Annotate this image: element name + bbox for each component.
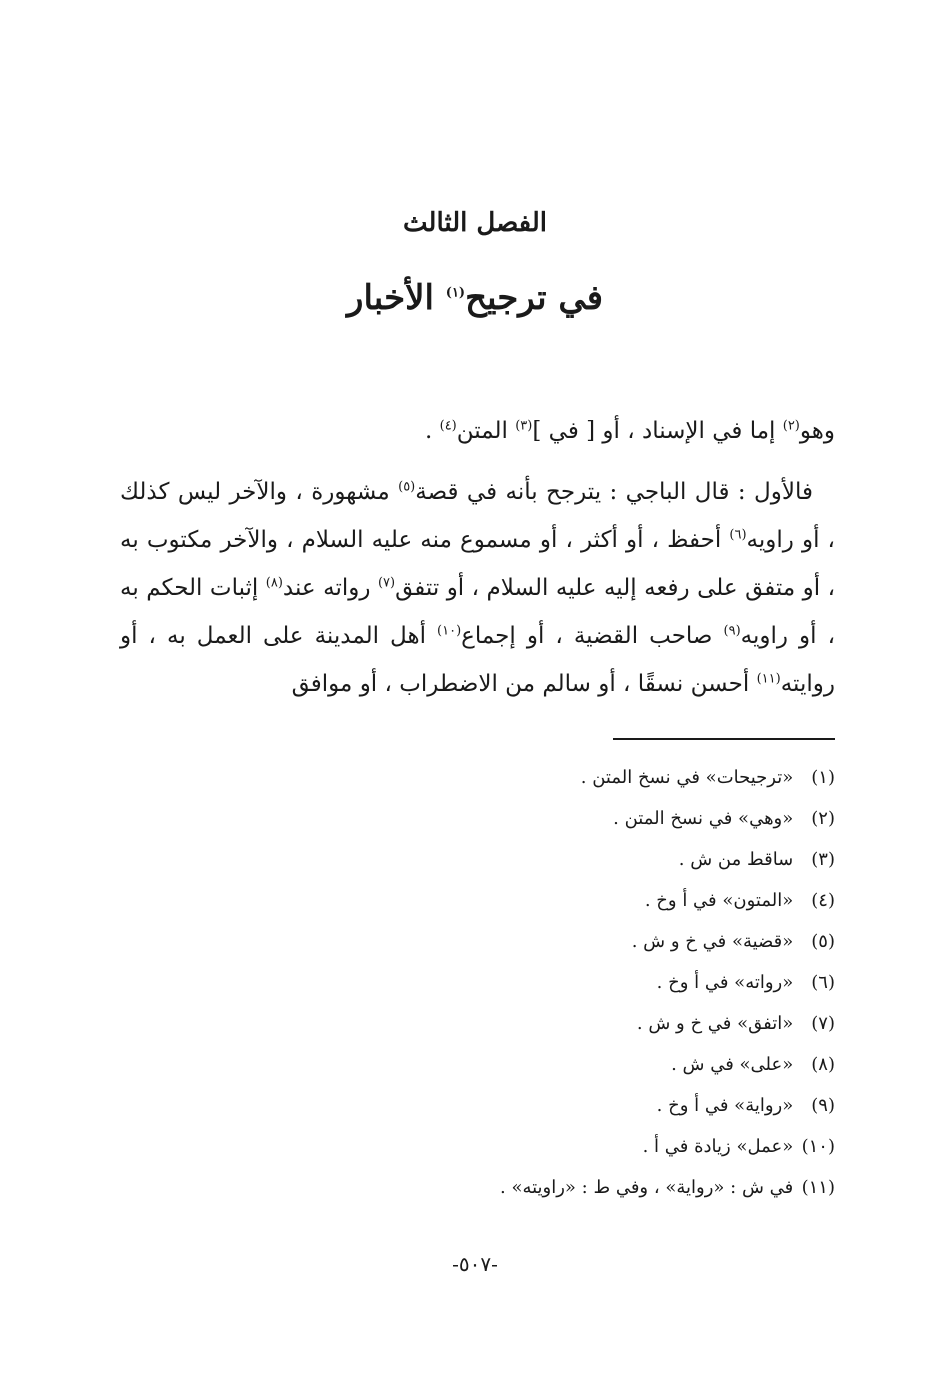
- footnote-number: (١٠): [801, 1136, 835, 1157]
- text-run: رواته عند: [282, 575, 378, 601]
- footnote-item: [120, 1003, 835, 1044]
- footnote-text: «قضية» في خ و ش .: [631, 931, 794, 952]
- footnote-ref: (٤): [439, 418, 457, 434]
- text-run: مشهورة ، والآخر ليس كذلك ، أو راويه: [120, 479, 835, 553]
- text-run: المتن: [456, 418, 516, 444]
- footnote-item: [120, 1167, 835, 1208]
- text-run: إثبات الحكم به ، أو راويه: [120, 575, 835, 649]
- footnote-item: [120, 1126, 835, 1167]
- page-number: -٥٠٧-: [452, 1252, 498, 1276]
- footnote-number: (٣): [811, 849, 835, 870]
- chapter-subtitle: [0, 272, 950, 324]
- subtitle-part-2: الأخبار: [347, 278, 434, 318]
- footnote-list: [120, 757, 835, 1208]
- footnote-number: (٥): [811, 931, 835, 952]
- footnote-number: (١): [811, 767, 835, 788]
- footnote-text: «عمل» زيادة في أ .: [642, 1136, 794, 1157]
- footnote-ref: (٦): [729, 527, 747, 543]
- footnote-number: (٨): [811, 1054, 835, 1075]
- footnote-ref: (١): [445, 285, 466, 301]
- footnote-item: [120, 757, 835, 798]
- chapter-heading: الفصل الثالث: [403, 208, 547, 238]
- footnote-number: (٤): [811, 890, 835, 911]
- footnote-item: [120, 921, 835, 962]
- footnote-ref: (٥): [398, 479, 416, 495]
- text-run: .: [424, 418, 440, 444]
- footnote-ref: (٧): [377, 575, 396, 591]
- footnote-item: [120, 1044, 835, 1085]
- footnote-text: «رواته» في أ وخ .: [656, 972, 794, 993]
- footnote-text: «على» في ش .: [671, 1054, 794, 1075]
- footnote-text: «ترجيحات» في نسخ المتن .: [580, 767, 794, 788]
- footnote-number: (٧): [811, 1013, 835, 1034]
- footnote-text: «رواية» في أ وخ .: [656, 1095, 794, 1116]
- subtitle-part-1: في ترجيح: [465, 278, 603, 318]
- footnote-ref: (١١): [756, 671, 781, 687]
- footnote-separator: [613, 738, 835, 740]
- footnote-number: (١١): [801, 1177, 835, 1198]
- footnote-number: (٦): [811, 972, 835, 993]
- footnote-ref: (٩): [723, 623, 741, 639]
- footnote-ref: (٢): [782, 418, 800, 434]
- paragraph-main: [120, 468, 835, 708]
- text-run: فالأول : قال الباجي : يترجح بأنه في قصة: [415, 479, 813, 505]
- footnote-text: «اتفق» في خ و ش .: [636, 1013, 794, 1034]
- footnote-item: [120, 839, 835, 880]
- footnote-item: [120, 962, 835, 1003]
- footnote-number: (٩): [811, 1095, 835, 1116]
- footnote-ref: (٨): [265, 575, 283, 591]
- footnote-item: [120, 1085, 835, 1126]
- footnote-text: «المتون» في أ وخ .: [644, 890, 794, 911]
- footnote-ref: (٣): [515, 418, 533, 434]
- footnote-item: [120, 880, 835, 921]
- text-run: إما في الإسناد ، أو [ في ]: [532, 418, 783, 444]
- text-run: أهل المدينة على العمل به ، أو روايته: [120, 623, 835, 697]
- paragraph-intro: [120, 407, 835, 455]
- footnote-number: (٢): [811, 808, 835, 829]
- text-run: أحفظ ، أو أكثر ، أو مسموع منه عليه السلام ، والآخر مكتوب به ، أو متفق على رفعه إليه عليه السلام ، أو تتفق: [120, 527, 836, 601]
- footnote-text: ساقط من ش .: [678, 849, 794, 870]
- text-run: صاحب القضية ، أو إجماع: [461, 623, 724, 649]
- footnote-item: [120, 798, 835, 839]
- footnote-ref: (١٠): [437, 623, 462, 639]
- text-run: أحسن نسقًا ، أو سالم من الاضطراب ، أو موافق: [291, 671, 757, 697]
- text-run: وهو: [799, 418, 835, 444]
- footnote-text: في ش : «رواية» ، وفي ط : «راويته» .: [500, 1177, 794, 1198]
- footnote-text: «وهي» في نسخ المتن .: [613, 808, 794, 829]
